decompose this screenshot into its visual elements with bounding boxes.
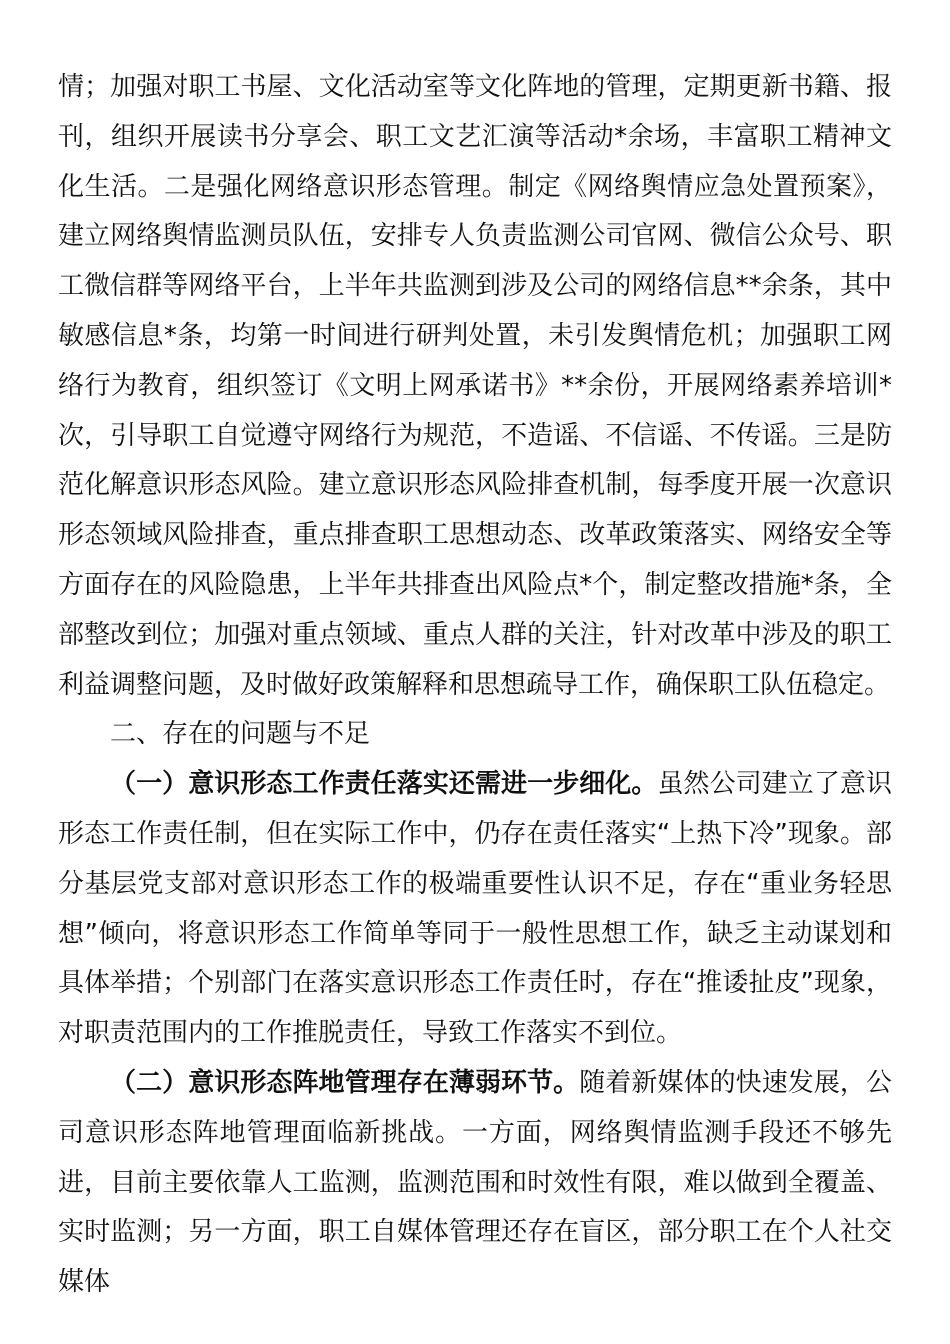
paragraph-position-management	[58, 1059, 892, 1308]
paragraph-continuation: 情；加强对职工书屋、文化活动室等文化阵地的管理，定期更新书籍、报刊，组织开展读书分享会、职工文艺汇演等活动*余场，丰富职工精神文化生活。二是强化网络意识形态管理。制定《网络舆情应急处置预案》，建立网络舆情监测员队伍，安排专人负责监测公司官网、微信公众号、职工微信群等网络平台，上半年共监测到涉及公司的网络信息**余条，其中敏感信息*条，均第一时间进行研判处置，未引发舆情危机；加强职工网络行为教育，组织签订《文明上网承诺书》**余份，开展网络素养培训*次，引导职工自觉遵守网络行为规范，不造谣、不信谣、不传谣。三是防范化解意识形态风险。建立意识形态风险排查机制，每季度开展一次意识形态领域风险排查，重点排查职工思想动态、改革政策落实、网络安全等方面存在的风险隐患，上半年共排查出风险点*个，制定整改措施*条，全部整改到位；加强对重点领域、重点人群的关注，针对改革中涉及的职工利益调整问题，及时做好政策解释和思想疏导工作，确保职工队伍稳定。	[58, 72, 892, 700]
paragraph-responsibility	[58, 760, 892, 1059]
paragraph-position-management-body: 随着新媒体的快速发展，公司意识形态阵地管理面临新挑战。一方面，网络舆情监测手段还不够先进，目前主要依靠人工监测，监测范围和时效性有限，难以做到全覆盖、实时监测；另一方面，职工自媒体管理还存在盲区，部分职工在个人社交媒体	[58, 1067, 892, 1298]
paragraph-responsibility-body: 虽然公司建立了意识形态工作责任制，但在实际工作中，仍存在责任落实“上热下冷”现象。部分基层党支部对意识形态工作的极端重要性认识不足，存在“重业务轻思想”倾向，将意识形态工作简单等同于一般性思想工作，缺乏主动谋划和具体举措；个别部门在落实意识形态工作责任时，存在“推诿扯皮”现象，对职责范围内的工作推脱责任，导致工作落实不到位。	[58, 769, 892, 1049]
document-page	[58, 63, 892, 1308]
subheading-responsibility: （一）意识形态工作责任落实还需进一步细化。	[110, 769, 658, 800]
section-heading-problems: 二、存在的问题与不足	[110, 719, 371, 750]
subheading-position-management: （二）意识形态阵地管理存在薄弱环节。	[110, 1067, 580, 1098]
